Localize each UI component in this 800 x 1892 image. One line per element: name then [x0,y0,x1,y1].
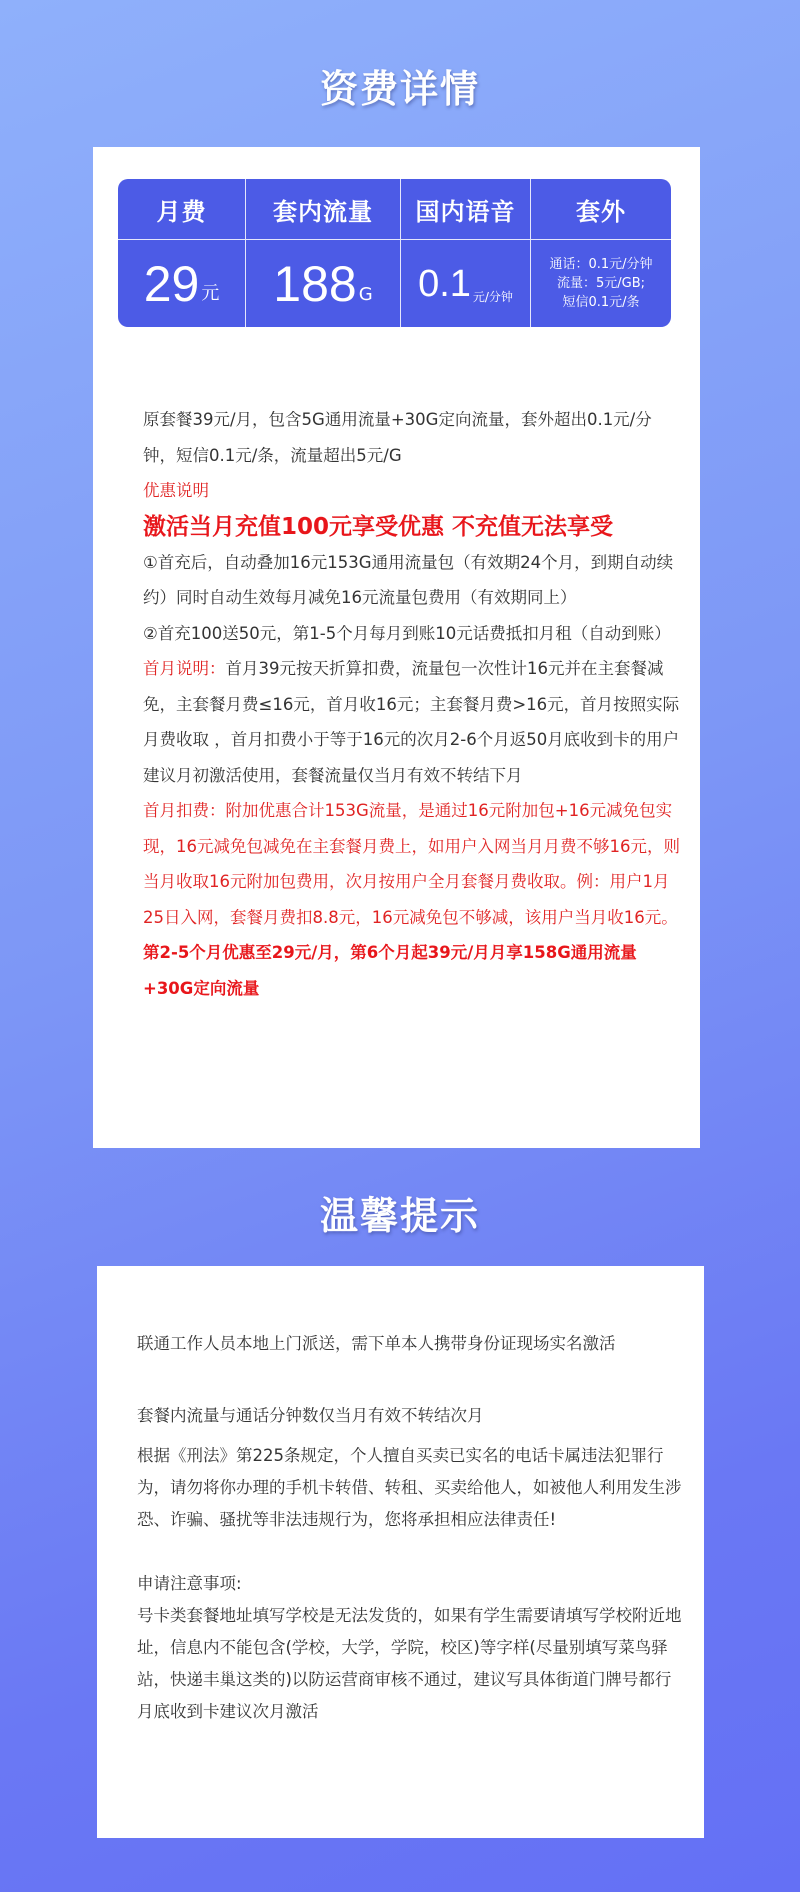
fee-details-title: 资费详情 [319,67,480,111]
extra-call-rate: 通话：0.1元/分钟 [549,257,653,272]
extra-charges [549,255,652,312]
voice-value: 0.1 [418,262,471,305]
promo-summary: 第2-5个月优惠至29元/月，第6个月起39元/月月享158G通用流量+30G定向流量 [143,943,637,998]
extra-sms-rate: 短信0.1元/条 [562,295,640,310]
fee-col-voice [400,179,530,327]
fee-details-card [93,147,700,1148]
tips-card [97,1266,704,1838]
fee-header-extra: 套外 [576,197,626,226]
promo-item-1: ①首充后，自动叠加16元153G通用流量包（有效期24个月，到期自动续约）同时自动生效每月减免16元流量包费用（有效期同上） [143,552,674,607]
extra-data-rate: 流量：5元/GB; [556,276,646,291]
first-month-text: 首月39元按天折算扣费，流量包一次性计16元并在主套餐减免，主套餐月费≤16元，首月收16元；主套餐月费>16元，首月按照实际月费收取 ，首月扣费小于等于16元的次月2-6个月返50月底收到卡的用户建议月初激活使用，套餐流量仅当月有效不转结下月 [143,659,680,785]
first-month-deduct: 首月扣费：附加优惠合计153G流量，是通过16元附加包+16元减免包实现，16元减免包减免在主套餐月费上，如用户入网当月月费不够16元，则当月收取16元附加包费用，次月按用户全月套餐月费收取。例：用户1月25日入网，套餐月费扣8.8元，16元减免包不够减，该用户当月收16元。 [143,801,680,927]
tips-title: 温馨提示 [319,1194,480,1238]
data-unit: G [358,284,373,305]
fee-col-extra [530,179,671,327]
promo-headline: 激活当月充值100元享受优惠 不充值无法享受 [143,513,614,540]
fee-header-monthly: 月费 [156,197,207,226]
fee-header-data: 套内流量 [273,197,373,226]
fee-col-monthly [118,179,245,327]
notice-text: 号卡类套餐地址填写学校是无法发货的，如果有学生需要请填写学校附近地址，信息内不能包含(学校，大学，学院，校区)等字样(尽量别填写菜鸟驿站，快递丰巢这类的)以防运营商审核不通过，建议写具体街道门牌号都行月底收到卡建议次月激活 [137,1606,682,1721]
legal-warning: 根据《刑法》第225条规定，个人擅自买卖已实名的电话卡属违法犯罪行为，请勿将你办理的手机卡转借、转租、买卖给他人，如被他人利用发生涉恐、诈骗、骚扰等非法违规行为，您将承担相应法律责任! [137,1446,682,1529]
first-month-label: 首月说明： [143,659,226,678]
monthly-fee-value: 29 [143,255,200,312]
plan-intro: 原套餐39元/月，包含5G通用流量+30G定向流量，套外超出0.1元/分钟，短信0.1元/条，流量超出5元/G [143,410,652,465]
promo-label: 优惠说明 [143,481,209,500]
fee-header-voice: 国内语音 [415,197,516,226]
fee-table [118,179,671,327]
data-value: 188 [273,255,357,312]
tip-validity: 套餐内流量与通话分钟数仅当月有效不转结次月 [137,1406,484,1425]
tip-delivery: 联通工作人员本地上门派送，需下单本人携带身份证现场实名激活 [137,1334,616,1353]
voice-unit: 元/分钟 [472,290,513,304]
monthly-fee-unit: 元 [201,283,220,304]
fee-details-text [143,402,683,1006]
notice-label: 申请注意事项: [137,1574,242,1593]
fee-col-data [245,179,400,327]
first-month-note [143,651,683,793]
promo-item-2: ②首充100送50元，第1-5个月每月到账10元话费抵扣月租（自动到账） [143,623,671,643]
